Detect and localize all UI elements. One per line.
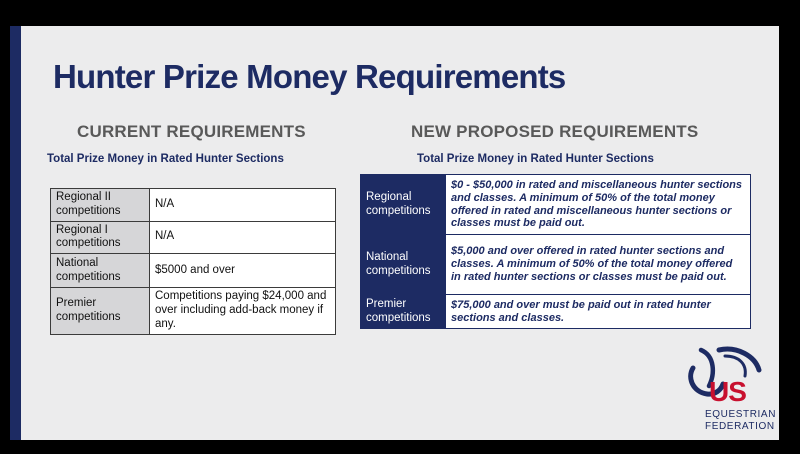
row-label: Premier competitions <box>361 295 446 329</box>
row-value: $75,000 and over must be paid out in rated hunter sections and classes. <box>446 295 751 329</box>
table-row <box>51 221 336 254</box>
current-requirements-table <box>50 188 336 335</box>
slide <box>10 26 779 440</box>
table-row <box>51 189 336 222</box>
table-row <box>361 235 751 295</box>
row-value: $5000 and over <box>150 254 336 288</box>
row-label: Regional competitions <box>361 175 446 235</box>
table-row <box>361 295 751 329</box>
logo-line-2: FEDERATION <box>705 421 775 432</box>
row-value: Competitions paying $24,000 and over including add-back money if any. <box>150 288 336 334</box>
row-value: $5,000 and over offered in rated hunter sections and classes. A minimum of 50% of the total money offered in rated hunter sections or classes must be paid out. <box>446 235 751 295</box>
current-heading: CURRENT REQUIREMENTS <box>77 122 306 141</box>
row-label: Regional I competitions <box>51 221 150 254</box>
accent-bar <box>10 26 21 440</box>
usef-logo <box>675 346 775 438</box>
proposed-subheading: Total Prize Money in Rated Hunter Sections <box>417 153 654 165</box>
page-title: Hunter Prize Money Requirements <box>53 58 566 95</box>
row-label: Regional II competitions <box>51 189 150 222</box>
row-label: National competitions <box>361 235 446 295</box>
logo-mark: US <box>709 376 746 407</box>
table-row <box>361 175 751 235</box>
current-subheading: Total Prize Money in Rated Hunter Sections <box>47 153 284 165</box>
table-row <box>51 254 336 288</box>
row-value: N/A <box>150 221 336 254</box>
row-label: National competitions <box>51 254 150 288</box>
row-label: Premier competitions <box>51 288 150 334</box>
table-row <box>51 288 336 334</box>
row-value: N/A <box>150 189 336 222</box>
proposed-heading: NEW PROPOSED REQUIREMENTS <box>411 122 699 141</box>
proposed-requirements-table <box>360 174 751 329</box>
row-value: $0 - $50,000 in rated and miscellaneous hunter sections and classes. A minimum of 50% of the total money offered in rated and miscellaneous hunter sections or classes must be paid out. <box>446 175 751 235</box>
logo-line-1: EQUESTRIAN <box>705 409 777 420</box>
